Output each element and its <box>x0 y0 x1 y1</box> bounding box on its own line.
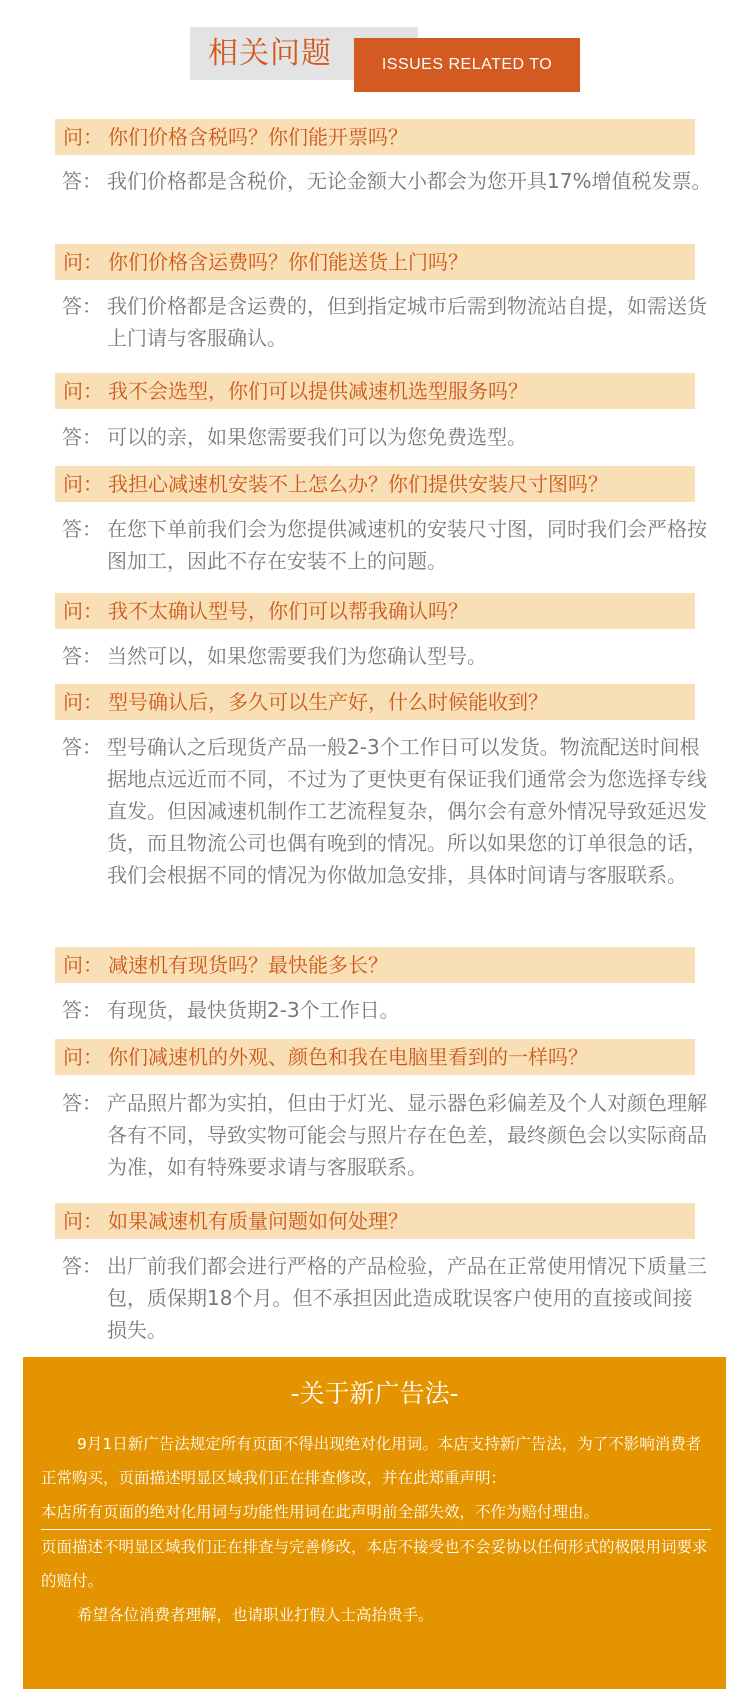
answer-text: 我们价格都是含运费的，但到指定城市后需到物流站自提，如需送货上门请与客服确认。 <box>107 294 707 350</box>
question-prefix: 问： <box>63 690 103 714</box>
faq-answer-9 <box>62 1250 712 1346</box>
notice-declaration: 本店所有页面的绝对化用词与功能性用词在此声明前全部失效，不作为赔付理由。 <box>41 1495 711 1530</box>
ad-law-notice <box>23 1357 726 1689</box>
section-header <box>0 0 750 100</box>
answer-text: 有现货，最快货期2-3个工作日。 <box>107 998 400 1022</box>
answer-text: 产品照片都为实拍，但由于灯光、显示器色彩偏差及个人对颜色理解各有不同，导致实物可能会与照片存在色差，最终颜色会以实际商品为准，如有特殊要求请与客服联系。 <box>107 1091 707 1179</box>
question-text: 型号确认后，多久可以生产好，什么时候能收到？ <box>108 690 548 714</box>
answer-prefix: 答： <box>62 169 102 193</box>
question-prefix: 问： <box>63 125 103 149</box>
faq-answer-4 <box>62 513 712 577</box>
answer-prefix: 答： <box>62 425 102 449</box>
answer-text: 当然可以，如果您需要我们为您确认型号。 <box>107 644 487 668</box>
faq-answer-6 <box>62 731 712 891</box>
answer-text: 我们价格都是含税价，无论金额大小都会为您开具17%增值税发票。 <box>107 169 712 193</box>
section-title-english-badge: ISSUES RELATED TO <box>354 38 580 92</box>
faq-question-2 <box>55 244 695 280</box>
question-text: 你们价格含运费吗？你们能送货上门吗？ <box>108 250 468 274</box>
faq-question-6 <box>55 684 695 720</box>
answer-prefix: 答： <box>62 735 102 759</box>
question-text: 减速机有现货吗？最快能多长？ <box>108 953 388 977</box>
faq-answer-1 <box>62 165 712 197</box>
faq-question-5 <box>55 593 695 629</box>
question-text: 你们价格含税吗？你们能开票吗？ <box>108 125 408 149</box>
question-text: 我不太确认型号，你们可以帮我确认吗？ <box>108 599 468 623</box>
faq-question-1 <box>55 119 695 155</box>
answer-prefix: 答： <box>62 1091 102 1115</box>
faq-answer-3 <box>62 421 712 453</box>
faq-answer-8 <box>62 1087 712 1183</box>
notice-paragraph: 9月1日新广告法规定所有页面不得出现绝对化用词。本店支持新广告法，为了不影响消费者正常购买，页面描述明显区域我们正在排查修改，并在此郑重声明： <box>41 1435 702 1487</box>
answer-prefix: 答： <box>62 1254 102 1278</box>
notice-closing: 希望各位消费者理解，也请职业打假人士高抬贵手。 <box>77 1606 434 1624</box>
notice-paragraph: 页面描述不明显区域我们正在排查与完善修改，本店不接受也不会妥协以任何形式的极限用词要求的赔付。 <box>41 1538 708 1590</box>
question-text: 你们减速机的外观、颜色和我在电脑里看到的一样吗？ <box>108 1045 588 1069</box>
faq-question-9 <box>55 1203 695 1239</box>
question-prefix: 问： <box>63 599 103 623</box>
question-text: 我担心减速机安装不上怎么办？你们提供安装尺寸图吗？ <box>108 472 608 496</box>
question-text: 如果减速机有质量问题如何处理？ <box>108 1209 408 1233</box>
notice-body <box>41 1427 711 1632</box>
question-prefix: 问： <box>63 472 103 496</box>
section-title: 相关问题 <box>208 36 332 71</box>
faq-question-4 <box>55 466 695 502</box>
faq-question-7 <box>55 947 695 983</box>
question-text: 我不会选型，你们可以提供减速机选型服务吗？ <box>108 379 528 403</box>
answer-prefix: 答： <box>62 644 102 668</box>
faq-answer-7 <box>62 994 712 1026</box>
question-prefix: 问： <box>63 1209 103 1233</box>
question-prefix: 问： <box>63 953 103 977</box>
notice-title: -关于新广告法- <box>290 1379 459 1408</box>
faq-question-8 <box>55 1039 695 1075</box>
answer-prefix: 答： <box>62 517 102 541</box>
answer-text: 在您下单前我们会为您提供减速机的安装尺寸图，同时我们会严格按图加工，因此不存在安装不上的问题。 <box>107 517 707 573</box>
faq-answer-5 <box>62 640 712 672</box>
answer-prefix: 答： <box>62 998 102 1022</box>
answer-text: 可以的亲，如果您需要我们可以为您免费选型。 <box>107 425 527 449</box>
question-prefix: 问： <box>63 250 103 274</box>
answer-text: 出厂前我们都会进行严格的产品检验，产品在正常使用情况下质量三包，质保期18个月。但不承担因此造成耽误客户使用的直接或间接损失。 <box>107 1254 707 1342</box>
faq-answer-2 <box>62 290 712 354</box>
faq-question-3 <box>55 373 695 409</box>
question-prefix: 问： <box>63 379 103 403</box>
answer-prefix: 答： <box>62 294 102 318</box>
question-prefix: 问： <box>63 1045 103 1069</box>
answer-text: 型号确认之后现货产品一般2-3个工作日可以发货。物流配送时间根据地点远近而不同，不过为了更快更有保证我们通常会为您选择专线直发。但因减速机制作工艺流程复杂，偶尔会有意外情况导致延迟发货，而且物流公司也偶有晚到的情况。所以如果您的订单很急的话，我们会根据不同的情况为你做加急安排，具体时间请与客服联系。 <box>107 735 707 887</box>
